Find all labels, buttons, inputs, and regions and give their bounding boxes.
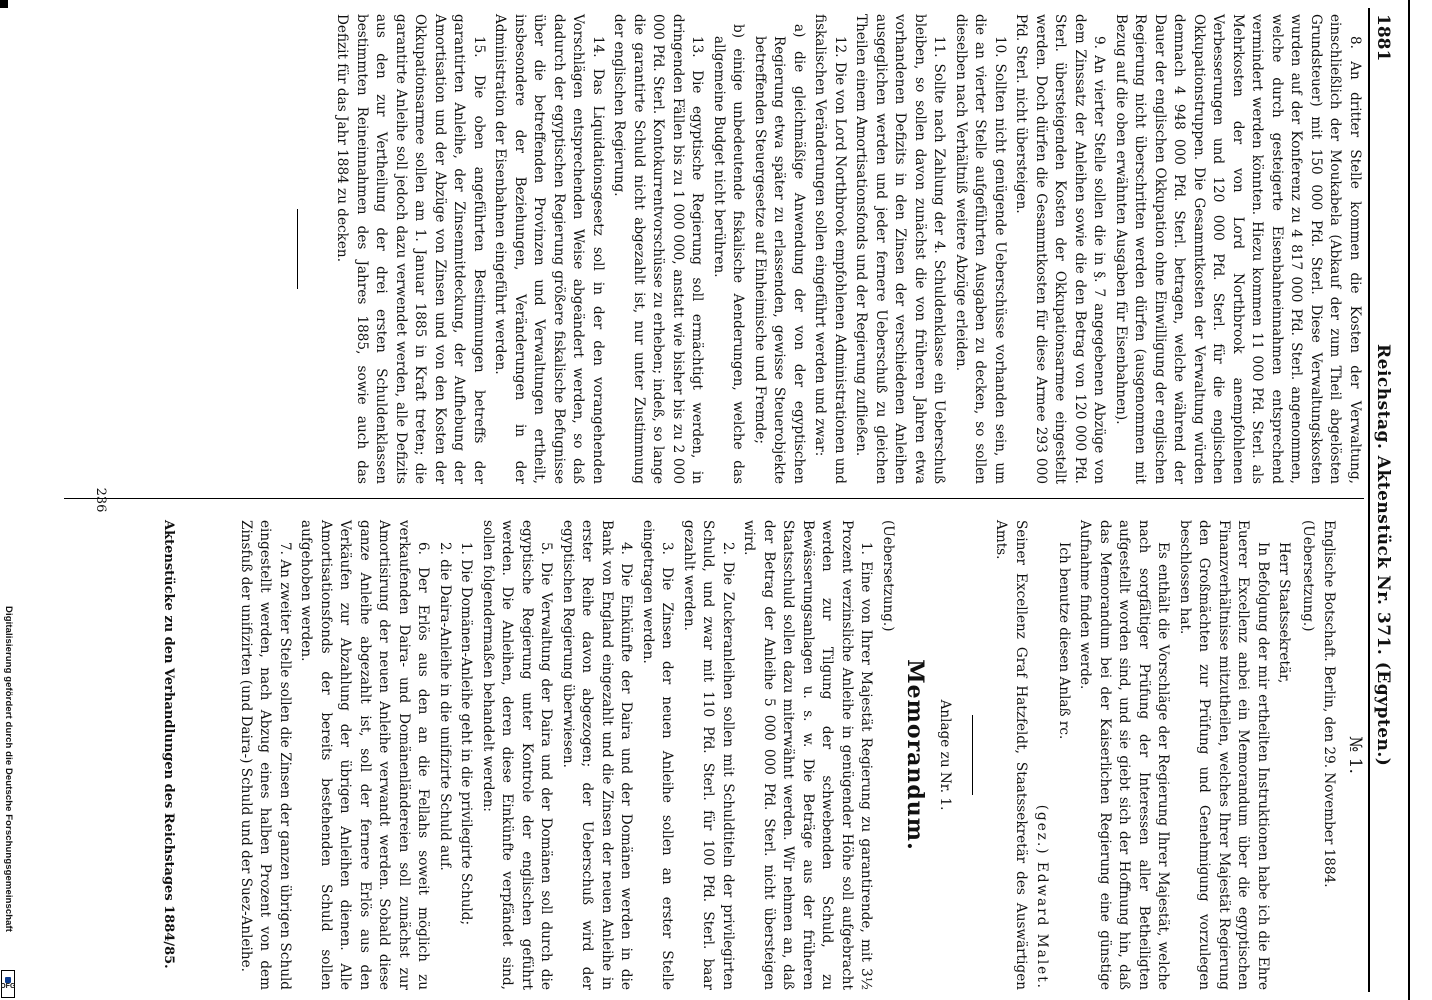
paragraph-8: 8. An dritter Stelle kommen die Kosten der Verwaltung, einschließlich der Moukabela (Abkauf der zum Theil abgelösten Grundsteuer) mit 150 000 Pfd. Sterl. Diese Verwaltungskosten wurden auf der Konferenz zu 4 817 000 Pfd. Sterl. angenommen, welche durch gesteigerte Eisenbahneinnahmen entsprechend vermindert werden könnten. Hiezu kommen 11 000 Pfd. Sterl. als Mehrkosten der von Lord Northbrook anempfohlenen Verbesserungen und 120 000 Pfd. Sterl. für die englischen Okkupationstruppen. Die Gesammtkosten der Verwaltung würden demnach 4 948 000 Pfd. Sterl. betragen, welche während der Dauer der englischen Okkupation ohne Einwilligung der englischen Regierung nicht überschritten werden dürfen (ausgenommen mit Bezug auf die oben erwähnten Ausgaben für Eisenbahnen). [1113, 14, 1363, 484]
section-divider [297, 209, 298, 289]
paragraph-14: 14. Das Liquidationsgesetz soll in der den vorangehenden Vorschlägen entsprechenden Weise abgeändert werden, so daß dadurch der egyptischen Regierung größere fiskalische Befugnisse über die betreffenden Provinzen und Verwaltungen ertheilt, insbesondere der Beziehungen, Veränderungen in der Administration der Eisenbahnen eingeführt werden. [492, 14, 606, 484]
document-number: № 1. [1345, 736, 1365, 774]
page-number: 1881 [1373, 14, 1393, 62]
memorandum-title: Memorandum. [902, 659, 929, 851]
letter-paragraph-2: Es enthält die Vorschläge der Regierung Ihrer Majestät, welche nach sorgfältiger Prüfung der Interessen aller Betheiligten aufgestellt worden sind, und sie giebt sich der Hoffnung hin, daß das Memorandum bei der Kaiserlichen Regierung eine günstige Aufnahme finden werde. [1077, 520, 1172, 990]
memo-paragraph-7: 7. An zweiter Stelle sollen die Zinsen der ganzen übrigen Schuld eingestellt werden, nach Abzug eines halben Prozent von dem Zinsfuß der unifizirten (und Daira-) Schuld und der Suez-Anleihe. [238, 520, 293, 990]
memo-paragraph-6: 6. Der Erlös aus den an die Fellahs soweit möglich zu verkaufenden Daira- und Domänenländereien soll zunächst zur Amortisirung der neuen Anleihe verwandt werden. Sobald diese ganze Anleihe abgezahlt ist, soll der fernere Erlös aus den Verkäufen zur Abzahlung der übrigen Anleihen dienen. Alle Amortisationsfonds der bereits bestehenden Schuld sollen aufgehoben werden. [298, 520, 432, 990]
letter-divider [972, 715, 973, 795]
right-column [234, 520, 1365, 990]
letter-paragraph-3: Ich benutze diesen Anlaß rc. [1056, 542, 1072, 740]
paragraph-11: 11. Sollte nach Zahlung der 4. Schuldenklasse ein Ueberschuß bleiben, so sollen davon zunächst die von früheren Jahren etwa vorhandenen Defizits in den Zinsen der verschiedenen Anleihen ausgeglichen werden und jeder fernere Ueberschuß zu gleichen Theilen einem Amortisationsfonds und der Regierung zufließen. [853, 14, 948, 484]
page-title: Reichstag. Aktenstück Nr. 371. (Egypten.) [1373, 344, 1393, 767]
paragraph-15: 15. Die oben angeführten Bestimmungen betreffs der garantirten Anleihe, der Zinsenmitdeckung, der Aufhebung der Amortisation und der Abzüge von Zinsen und von den Kosten der Okkupationsarmee sollen am 1. Januar 1885 in Kraft treten; die garantirte Anleihe soll jedoch dazu verwendet werden, alle Defizits aus den zur Vertheilung der drei ersten Schuldenklassen bestimmten Reineinnahmen des Jahres 1885, sowie auch das Defizit für das Jahr 1884 zu decken. [334, 14, 487, 484]
dfg-logo [1, 970, 15, 998]
memo-paragraph-5-1: 1. Die Domänen-Anleihe geht in die privilegirte Schuld; [458, 542, 475, 926]
paragraph-13: 13. Die egyptische Regierung soll ermächtigt werden, in dringenden Fällen bis zu 1 000 000, anstatt wie bisher bis zu 2 000 000 Pfd. Sterl. Kontokurrentvorschüsse zu erheben; indeß, so lange die garantirte Schuld nicht abgezahlt ist, nur unter Zustimmung der englischen Regierung. [611, 14, 706, 484]
document-page [15, 0, 1400, 1000]
header-rule [1369, 8, 1371, 992]
memo-paragraph-1: 1. Eine von Ihrer Majestät Regierung zu garantirende, mit 3½ Prozent verzinsliche Anleihe in genügender Höhe soll aufgebracht werden zur Tilgung der schwebenden Schuld, zu Bewässerungsanlagen u. s. w. Die Beträge aus der früheren Staatsschuld sollen dazu miterwähnt werden. Wir nehmen an, daß der Betrag der Anleihe 5 000 000 Pfd. Sterl. nicht übersteigen wird. [741, 520, 875, 990]
memo-paragraph-2: 2. Die Zuckeranleihen sollen mit Schuldtiteln der privilegirten Schuld, und zwar mit 110 Pfd. Sterl. für 100 Pfd. Sterl. baar gezahlt werden. [681, 520, 736, 990]
translation-note: (Uebersetzung.) [1300, 520, 1316, 632]
paragraph-12a: a) die gleichmäßige Anwendung der von der egyptischen Regierung etwa später zu erlassenden, gewisse Steuerobjekte betreffenden Steuergesetze auf Einheimische und Fremde; [752, 24, 807, 484]
memo-paragraph-4: 4. Die Einkünfte der Daira und der Domänen werden in die Bank von England eingezahlt und die Zinsen der neuen Anleihe in erster Reihe davon abgezogen; der Ueberschuß wird der egyptischen Regierung überwiesen. [560, 520, 635, 990]
addressee: Seiner Excellenz Graf Hatzfeldt, Staatssekretär des Auswärtigen Amts. [993, 520, 1029, 990]
paragraph-9: 9. An vierter Stelle sollen die in §. 7 angegebenen Abzüge von dem Zinssatz der Anleihen sowie die den Betrag von 120 000 Pfd. Sterl. übersteigenden Kosten der Okkupationsarmee eingestellt werden. Doch dürfen die Gesammtkosten für diese Armee 293 000 Pfd. Sterl. nicht übersteigen. [1013, 14, 1108, 484]
dfg-logo-text: DFG [0, 983, 16, 990]
digitization-credit [0, 0, 14, 1000]
left-column [263, 14, 1364, 484]
publication-footer: Aktenstücke zu den Verhandlungen des Reichstages 1884/85. [161, 520, 176, 969]
column-divider [64, 498, 1364, 499]
dateline: Englische Botschaft. Berlin, den 29. November 1884. [1321, 520, 1338, 888]
memorandum-translation-note: (Uebersetzung.) [880, 520, 896, 632]
annex-title: Anlage zu Nr. 1. [937, 699, 953, 811]
signature: (gez.) Edward Malet. [1034, 804, 1051, 990]
memo-paragraph-5: 5. Die Verwaltung der Daira und der Domänen soll durch die egyptische Regierung unter Kontrole der englischen geführt werden. Die Anleihen, deren diese Einkünfte verpfändet sind, sollen folgendermaßen behandelt werden: [480, 520, 555, 990]
memo-paragraph-3: 3. Die Zinsen der neuen Anleihe sollen an erster Stelle eingetragen werden. [640, 520, 676, 990]
paragraph-12b: b) einige unbedeutende fiskalische Aenderungen, welche das allgemeine Budget nicht berühren. [711, 24, 747, 484]
footer-page-number: 236 [93, 487, 108, 513]
letter-paragraph-1: In Befolgung der mir ertheilten Instruktionen habe ich die Ehre Euerer Excellenz anbei ein Memorandum über die egyptischen Finanzverhältnisse mitzutheilen, welches Ihrer Majestät Regierung den Großmächten zur Prüfung und Genehmigung vorzulegen beschlossen hat. [1177, 520, 1271, 990]
page-header [1370, 14, 1392, 986]
salutation: Herr Staatssekretär, [1276, 542, 1293, 684]
memo-paragraph-5-2: 2. die Daira-Anleihe in die unifizirte Schuld auf. [437, 542, 453, 871]
paragraph-10: 10. Sollten nicht genügende Ueberschüsse vorhanden sein, um die an vierter Stelle aufgeführten Ausgaben zu decken, so sollen dieselben nach Verhältniß weitere Abzüge erleiden. [953, 14, 1008, 484]
digitization-credit-text: Digitalisierung gefördert durch die Deutsche Forschungsgemeinschaft [3, 606, 14, 933]
page-edge-line [1408, 0, 1410, 1000]
paragraph-12: 12. Die von Lord Northbrook empfohlenen Administrationen und fiskalischen Veränderungen sollen eingeführt werden und zwar: [812, 14, 848, 485]
